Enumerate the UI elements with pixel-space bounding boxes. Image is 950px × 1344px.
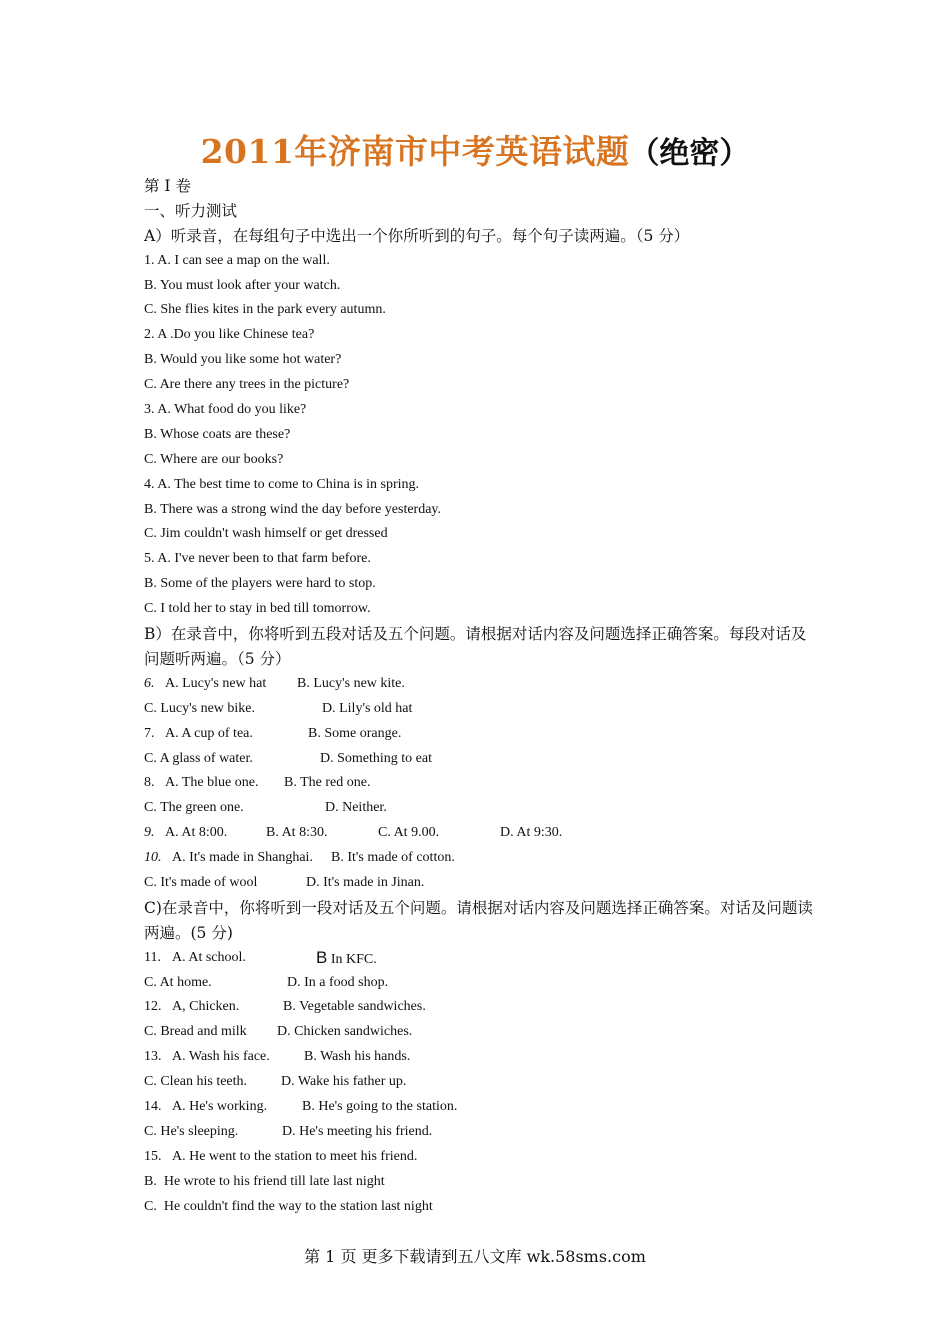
option-d: D. Lily's old hat bbox=[322, 700, 413, 716]
question-15-row3 bbox=[144, 1195, 814, 1220]
option-b: B. He's going to the station. bbox=[302, 1099, 458, 1115]
option-c: C. He's sleeping. bbox=[144, 1123, 239, 1139]
question-number: 14. bbox=[144, 1099, 162, 1115]
option-b bbox=[316, 946, 377, 973]
option-b: B. It's made of cotton. bbox=[331, 850, 455, 866]
section-heading: 一、听力测试 bbox=[144, 201, 238, 220]
list-item: C. I told her to stay in bed till tomorrow. bbox=[144, 601, 371, 617]
question-8-row2 bbox=[144, 796, 814, 821]
option-b: B. The red one. bbox=[284, 775, 371, 791]
option-c: C. Bread and milk bbox=[144, 1024, 247, 1040]
question-number: 13. bbox=[144, 1049, 162, 1065]
question-10-row1 bbox=[144, 846, 814, 871]
question-10-row2 bbox=[144, 871, 814, 896]
list-item: C. She flies kites in the park every autumn. bbox=[144, 302, 386, 318]
option-b: B. Vegetable sandwiches. bbox=[283, 999, 426, 1015]
option-a: A. At school. bbox=[172, 949, 246, 965]
list-item: 3. A. What food do you like? bbox=[144, 402, 307, 418]
option-c: C. The green one. bbox=[144, 800, 244, 816]
list-item: 4. A. The best time to come to China is in spring. bbox=[144, 476, 420, 492]
part-b-instruction: B）在录音中，你将听到五段对话及五个问题。请根据对话内容及问题选择正确答案。每段对话及问题听两遍。（5 分） bbox=[144, 625, 807, 668]
option-c: C. At 9.00. bbox=[378, 825, 440, 841]
option-c: C. He couldn't find the way to the station last night bbox=[144, 1198, 433, 1214]
option-d: D. In a food shop. bbox=[287, 974, 389, 990]
option-c: C. A glass of water. bbox=[144, 750, 253, 766]
question-6-row2 bbox=[144, 697, 814, 722]
question-number: 11. bbox=[144, 949, 161, 965]
list-item: C. Where are our books? bbox=[144, 451, 284, 467]
option-d: D. It's made in Jinan. bbox=[306, 874, 425, 890]
question-15-row2 bbox=[144, 1170, 814, 1195]
option-a: A. Lucy's new hat bbox=[165, 675, 267, 691]
option-d: D. At 9:30. bbox=[500, 825, 563, 841]
part-c-instruction: C)在录音中，你将听到一段对话及五个问题。请根据对话内容及问题选择正确答案。对话及问题读两遍。(5 分) bbox=[144, 898, 813, 942]
question-11-row2 bbox=[144, 971, 814, 996]
option-d: D. Something to eat bbox=[320, 750, 432, 766]
option-b-letter: B bbox=[316, 947, 328, 967]
title-main: 2011年济南市中考英语试题 bbox=[200, 132, 630, 171]
option-a: A. The blue one. bbox=[165, 775, 259, 791]
question-8-row1 bbox=[144, 771, 814, 796]
question-14-row2 bbox=[144, 1120, 814, 1145]
option-a: A. Wash his face. bbox=[172, 1049, 270, 1065]
option-a: A. It's made in Shanghai. bbox=[172, 850, 313, 866]
option-a: A. At 8:00. bbox=[165, 825, 228, 841]
option-c: C. Clean his teeth. bbox=[144, 1074, 248, 1090]
option-d: D. Neither. bbox=[325, 800, 387, 816]
question-number: 7. bbox=[144, 725, 155, 741]
list-item: 5. A. I've never been to that farm before. bbox=[144, 551, 371, 567]
part-a-instruction: A）听录音，在每组句子中选出一个你所听到的句子。每个句子读两遍。（5 分） bbox=[144, 226, 690, 245]
option-c: C. Lucy's new bike. bbox=[144, 700, 256, 716]
option-b: B. Some orange. bbox=[308, 725, 402, 741]
question-number: 12. bbox=[144, 999, 162, 1015]
list-item: B. There was a strong wind the day before yesterday. bbox=[144, 501, 442, 517]
question-12-row1 bbox=[144, 995, 814, 1020]
question-number: 8. bbox=[144, 775, 155, 791]
list-item: 1. A. I can see a map on the wall. bbox=[144, 252, 330, 268]
option-a: A. A cup of tea. bbox=[165, 725, 253, 741]
list-item: B. Would you like some hot water? bbox=[144, 352, 342, 368]
option-d: D. He's meeting his friend. bbox=[282, 1123, 433, 1139]
option-a: A. He went to the station to meet his friend. bbox=[172, 1148, 418, 1164]
list-item: B. Some of the players were hard to stop. bbox=[144, 576, 376, 592]
option-b-text: In KFC. bbox=[330, 951, 377, 967]
page-footer: 第 1 页 更多下载请到五八文库 wk.58sms.com bbox=[304, 1247, 646, 1266]
title-suffix: （绝密） bbox=[629, 136, 750, 171]
document-body bbox=[144, 174, 814, 1219]
question-15-row1 bbox=[144, 1145, 814, 1170]
question-number: 15. bbox=[144, 1148, 162, 1164]
question-number: 6. bbox=[144, 675, 155, 691]
question-7-row1 bbox=[144, 722, 814, 747]
question-13-row1 bbox=[144, 1045, 814, 1070]
list-item: 2. A .Do you like Chinese tea? bbox=[144, 327, 315, 343]
option-a: A. He's working. bbox=[172, 1099, 268, 1115]
option-d: D. Wake his father up. bbox=[281, 1074, 407, 1090]
question-14-row1 bbox=[144, 1095, 814, 1120]
list-item: C. Are there any trees in the picture? bbox=[144, 377, 350, 393]
option-c: C. At home. bbox=[144, 974, 212, 990]
option-b: B. At 8:30. bbox=[266, 825, 328, 841]
question-6-row1 bbox=[144, 672, 814, 697]
list-item: B. You must look after your watch. bbox=[144, 277, 341, 293]
question-7-row2 bbox=[144, 747, 814, 772]
option-b: B. Wash his hands. bbox=[304, 1049, 411, 1065]
question-12-row2 bbox=[144, 1020, 814, 1045]
list-item: B. Whose coats are these? bbox=[144, 426, 291, 442]
option-c: C. It's made of wool bbox=[144, 874, 258, 890]
volume-label: 第 I 卷 bbox=[144, 177, 191, 195]
list-item: C. Jim couldn't wash himself or get dressed bbox=[144, 526, 388, 542]
question-number: 9. bbox=[144, 825, 155, 841]
question-11-row1 bbox=[144, 946, 814, 971]
option-a: A, Chicken. bbox=[172, 999, 240, 1015]
question-number: 10. bbox=[144, 850, 162, 866]
option-b: B. Lucy's new kite. bbox=[297, 675, 405, 691]
question-9-row1 bbox=[144, 821, 814, 846]
question-13-row2 bbox=[144, 1070, 814, 1095]
option-b: B. He wrote to his friend till late last night bbox=[144, 1173, 385, 1189]
page-title bbox=[0, 126, 950, 173]
option-d: D. Chicken sandwiches. bbox=[277, 1024, 413, 1040]
